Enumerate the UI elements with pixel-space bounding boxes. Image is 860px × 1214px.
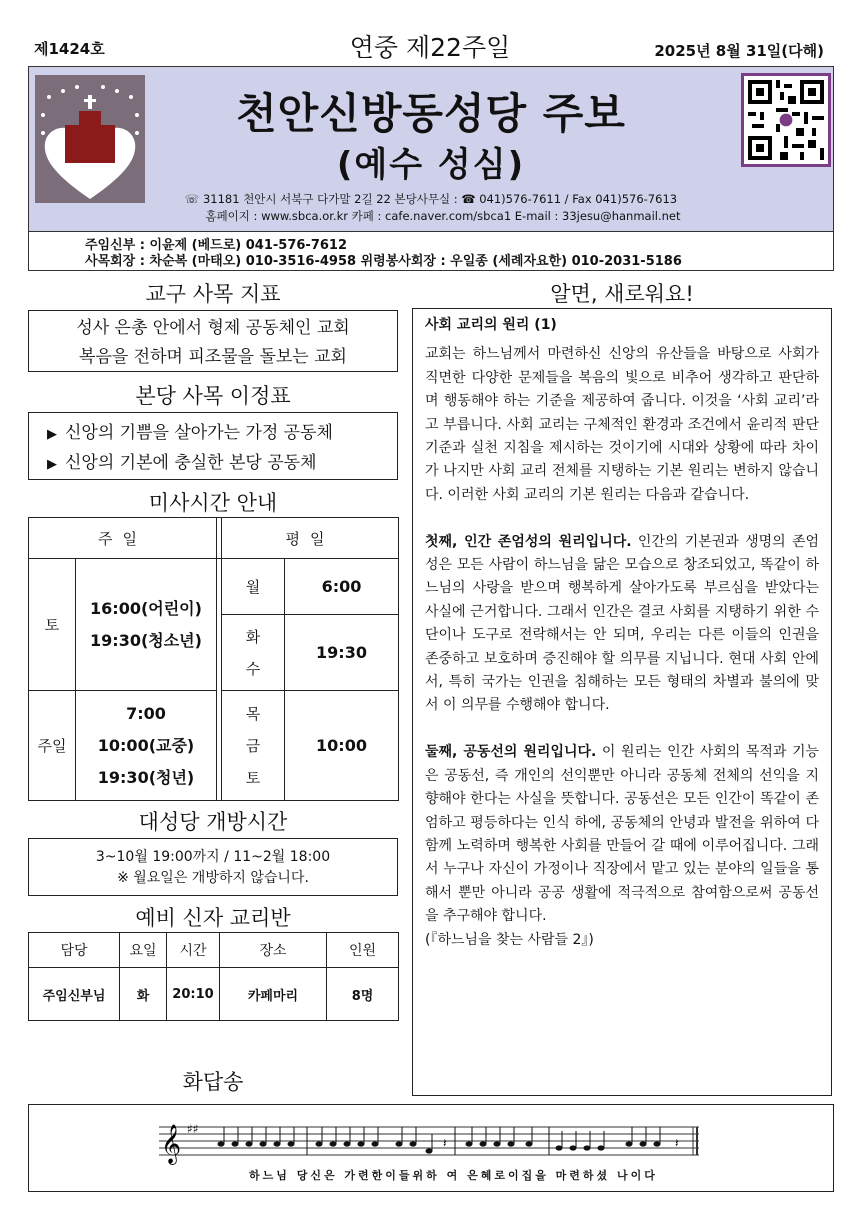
web-line[interactable]: 홈페이지 : www.sbca.or.kr 카페 : cafe.naver.com/sbca1 E-mail : 33jesu@hanmail.net xyxy=(205,209,681,223)
music-staff-icon xyxy=(159,1113,699,1165)
sunday-label: 주일 xyxy=(29,691,76,801)
catechism-cell: 20:10 xyxy=(167,968,220,1021)
address-line: 31181 천안시 서북구 다가말 2길 22 본당사무실 : ☎ 041)576-7611 / Fax 041)576-7613 xyxy=(202,192,678,206)
thu-fri-sat-time: 10:00 xyxy=(285,691,399,801)
svg-text:𝄽: 𝄽 xyxy=(443,1136,447,1150)
weekday-header: 평일 xyxy=(222,518,399,559)
bulletin-subtitle: (예수 성심) xyxy=(336,145,526,185)
article-paragraph: 둘째, 공동선의 원리입니다. 이 원리는 인간 사회의 목적과 기능은 공동선, 즉 개인의 선익뿐만 아니라 공동체 전체의 선익을 지향해야 한다는 사실을 뜻합니다. 공동선은 모든 인간이 똑같이 존엄하고 평등하다는 인식 하에, 공동체의 안녕과 발전을 위하여 다 함께 노력하며 행복한 사회를 만들어 갈 때에 이루어집니다. 그래서 누구나 자신이 가정이나 직장에서 맡고 있는 분야의 일들을 통해서 뿐만 아니라 공공 생활에 적극적으로 참여함으로써 공동선을 추구해야 합니다. xyxy=(425,744,819,925)
pastor-line: 주임신부 : 이윤제 (베드로) 041-576-7612 xyxy=(85,238,348,253)
monday-time: 6:00 xyxy=(285,559,399,615)
catechism-header: 인원 xyxy=(327,933,399,968)
contact-info xyxy=(29,191,833,225)
catechism-title: 예비 신자 교리반 xyxy=(135,906,291,930)
vision-title: 교구 사목 지표 xyxy=(145,282,281,306)
triangle-bullet-icon: ▶ xyxy=(47,457,57,472)
plan-item: ▶ 신앙의 기쁨을 살아가는 가정 공동체 xyxy=(47,419,397,449)
staff-info xyxy=(28,230,834,271)
phone-icon: ☏ xyxy=(184,192,203,206)
catechism-header: 담당 xyxy=(29,933,120,968)
sunday-times: 7:00 10:00(교중) 19:30(청년) xyxy=(76,691,217,801)
saturday-times: 16:00(어린이) 19:30(청소년) xyxy=(76,559,217,691)
open-hours-box xyxy=(28,838,398,896)
issue-number: 제1424호 xyxy=(34,40,105,58)
svg-text:𝄽: 𝄽 xyxy=(675,1136,679,1150)
qr-code[interactable] xyxy=(741,73,831,167)
monday-label: 월 xyxy=(222,559,285,615)
tue-wed-time: 19:30 xyxy=(285,615,399,691)
catechism-cell: 화 xyxy=(120,968,167,1021)
council-line: 사목회장 : 차순복 (마태오) 010-3516-4958 위령봉사회장 : 우일종 (세례자요한) 010-2031-5186 xyxy=(85,254,682,269)
article-box xyxy=(412,308,832,1096)
article-section-title: 알면, 새로워요! xyxy=(550,282,694,306)
open-hours-line: 3~10월 19:00까지 / 11~2월 18:00 xyxy=(95,849,331,865)
catechism-table xyxy=(28,932,399,1021)
issue-date: 2025년 8월 31일(다해) xyxy=(654,42,824,60)
mass-title: 미사시간 안내 xyxy=(148,491,278,515)
svg-text:♯♯: ♯♯ xyxy=(187,1122,199,1136)
thu-fri-sat-label: 목 금 토 xyxy=(222,691,285,801)
vision-line: 성사 은총 안에서 형제 공동체인 교회 xyxy=(76,318,350,338)
open-hours-note: ※ 월요일은 개방하지 않습니다. xyxy=(117,870,309,886)
article-paragraph: 첫째, 인간 존엄성의 원리입니다. 인간의 기본권과 생명의 존엄성은 모든 사람이 하느님을 닮은 모습으로 창조되었고, 똑같이 하느님의 사랑을 받으며 행복하게 살아가도록 부르심을 받았다는 사실에 근거합니다. 그래서 인간은 결코 사회를 지탱하기 위한 수단이나 도구로 전락해서는 안 되며, 우리는 다른 이들의 인권을 존중하고 보호하며 증진해야 할 의무를 지닙니다. 현대 사회 안에서, 특히 국가는 인권을 침해하는 모든 형태의 차별과 불의에 맞서 이 의무를 수행해야 합니다. xyxy=(425,533,819,714)
plan-box xyxy=(28,412,398,480)
masthead xyxy=(28,66,834,232)
plan-title: 본당 사목 이정표 xyxy=(135,384,291,408)
saturday-label: 토 xyxy=(29,559,76,691)
plan-item: ▶ 신앙의 기본에 충실한 본당 공동체 xyxy=(47,449,397,479)
catechism-cell: 8명 xyxy=(327,968,399,1021)
catechism-cell: 카페마리 xyxy=(220,968,327,1021)
catechism-header: 시간 xyxy=(167,933,220,968)
response-song-box xyxy=(28,1104,834,1192)
liturgical-week: 연중 제22주일 xyxy=(349,33,511,62)
tue-wed-label: 화 수 xyxy=(222,615,285,691)
bulletin-title: 천안신방동성당 주보 xyxy=(236,89,626,138)
svg-text:𝄞: 𝄞 xyxy=(161,1124,182,1164)
catechism-header: 요일 xyxy=(120,933,167,968)
catechism-cell: 주임신부님 xyxy=(29,968,120,1021)
response-song-title: 화답송 xyxy=(182,1070,244,1094)
sunday-header: 주일 xyxy=(29,518,217,559)
vision-line: 복음을 전하며 피조물을 돌보는 교회 xyxy=(79,347,347,367)
triangle-bullet-icon: ▶ xyxy=(47,427,57,442)
catechism-header: 장소 xyxy=(220,933,327,968)
article-paragraph: 교회는 하느님께서 마련하신 신앙의 유산들을 바탕으로 사회가 직면한 다양한 문제들을 복음의 빛으로 비추어 생각하고 판단하며 행동해야 하는 기준을 제공하여 줍니다. 이것을 ‘사회 교리’라고 부릅니다. 사회 교리는 구체적인 환경과 조건에서 윤리적 판단 기준과 실천 지침을 제시하는 것이기에 시대와 상황에 따라 차이가 나지만 사회 교리 전체를 지탱하는 기본 원리는 변하지 않습니다. 이러한 사회 교리의 기본 원리는 다음과 같습니다. xyxy=(425,346,819,503)
mass-schedule-table xyxy=(28,517,399,801)
song-lyrics: 하느님 당신은 가련한이들위하 여 은혜로이집을 마련하셨 나이다 xyxy=(249,1169,658,1182)
vision-box xyxy=(28,310,398,372)
open-hours-title: 대성당 개방시간 xyxy=(138,810,288,834)
article-source: (『하느님을 찾는 사람들 2』) xyxy=(425,931,594,948)
article-title: 사회 교리의 원리 (1) xyxy=(425,317,557,333)
